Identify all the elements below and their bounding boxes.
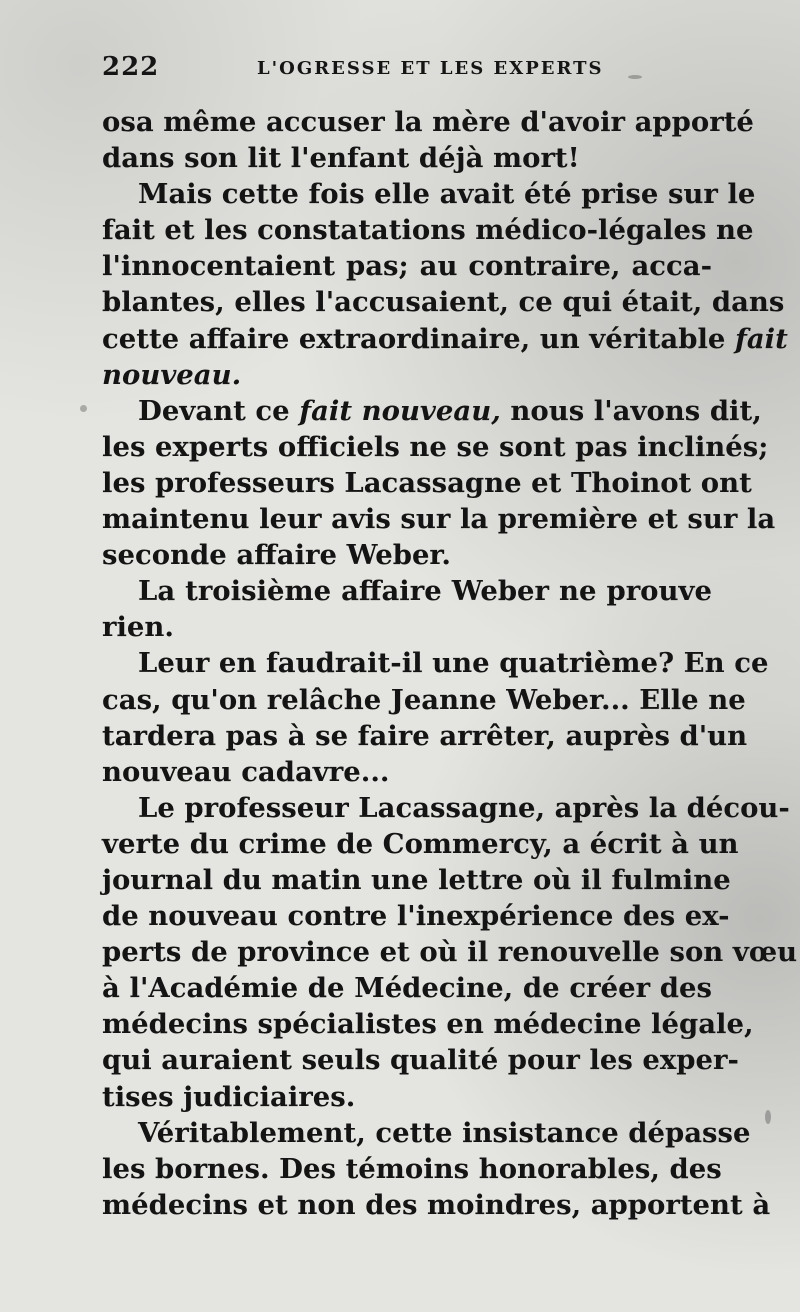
text-line: l'innocentaient pas; au contraire, acca- — [102, 250, 712, 283]
text-line: osa même accuser la mère d'avoir apporté — [102, 106, 754, 138]
text-line: La troisième affaire Weber ne prouve — [138, 575, 712, 608]
running-title: L'OGRESSE ET LES EXPERTS — [257, 58, 604, 79]
italic-text: fait nouveau, — [299, 394, 501, 427]
text-line: journal du matin une lettre où il fulmine — [102, 863, 731, 896]
text-line: les professeurs Lacassagne et Thoinot ont — [102, 466, 752, 499]
text-line: Véritablement, cette insistance dépasse — [138, 1116, 751, 1149]
text-line: Le professeur Lacassagne, après la décou- — [138, 791, 790, 824]
body-text — [102, 104, 798, 1223]
scan-speck — [628, 75, 642, 79]
italic-text: fait — [734, 322, 788, 355]
text-line: Mais cette fois elle avait été prise sur le — [138, 178, 756, 211]
text-line: rien. — [102, 611, 174, 644]
text-line: perts de province et où il renouvelle son vœu — [102, 936, 798, 969]
text-line: médecins et non des moindres, apportent à — [102, 1188, 771, 1221]
text-line — [102, 393, 762, 429]
page-header — [102, 52, 712, 88]
text-line: verte du crime de Commercy, a écrit à un — [102, 827, 739, 860]
scan-speck — [765, 1110, 771, 1124]
text-line: tises judiciaires. — [102, 1080, 356, 1113]
text-line: qui auraient seuls qualité pour les exper- — [102, 1044, 739, 1077]
text-line: de nouveau contre l'inexpérience des ex- — [102, 900, 730, 933]
text-line: les bornes. Des témoins honorables, des — [102, 1152, 722, 1185]
text-line: dans son lit l'enfant déjà mort! — [102, 142, 580, 175]
text-line: médecins spécialistes en médecine légale, — [102, 1008, 754, 1041]
text-line — [102, 321, 788, 357]
text-line: fait et les constatations médico-légales ne — [102, 214, 754, 247]
text-line: Leur en faudrait-il une quatrième? En ce — [138, 647, 769, 680]
text-line: cas, qu'on relâche Jeanne Weber... Elle ne — [102, 683, 746, 716]
text-line: blantes, elles l'accusaient, ce qui était, dans — [102, 286, 785, 319]
text-line: seconde affaire Weber. — [102, 539, 451, 572]
text-line: tardera pas à se faire arrêter, auprès d'un — [102, 719, 748, 752]
text-line: nouveau cadavre... — [102, 755, 390, 788]
text-segment: Devant ce — [138, 394, 290, 427]
text-line: les experts officiels ne se sont pas inclinés; — [102, 430, 769, 463]
text-line: à l'Académie de Médecine, de créer des — [102, 972, 712, 1005]
scan-speck — [80, 405, 87, 412]
text-segment: cette affaire extraordinaire, un véritable — [102, 322, 726, 355]
text-segment: nous l'avons dit, — [510, 394, 762, 427]
italic-text: nouveau. — [102, 358, 242, 391]
page-number: 222 — [102, 52, 160, 82]
text-line — [102, 357, 712, 393]
text-line: maintenu leur avis sur la première et sur la — [102, 503, 776, 536]
